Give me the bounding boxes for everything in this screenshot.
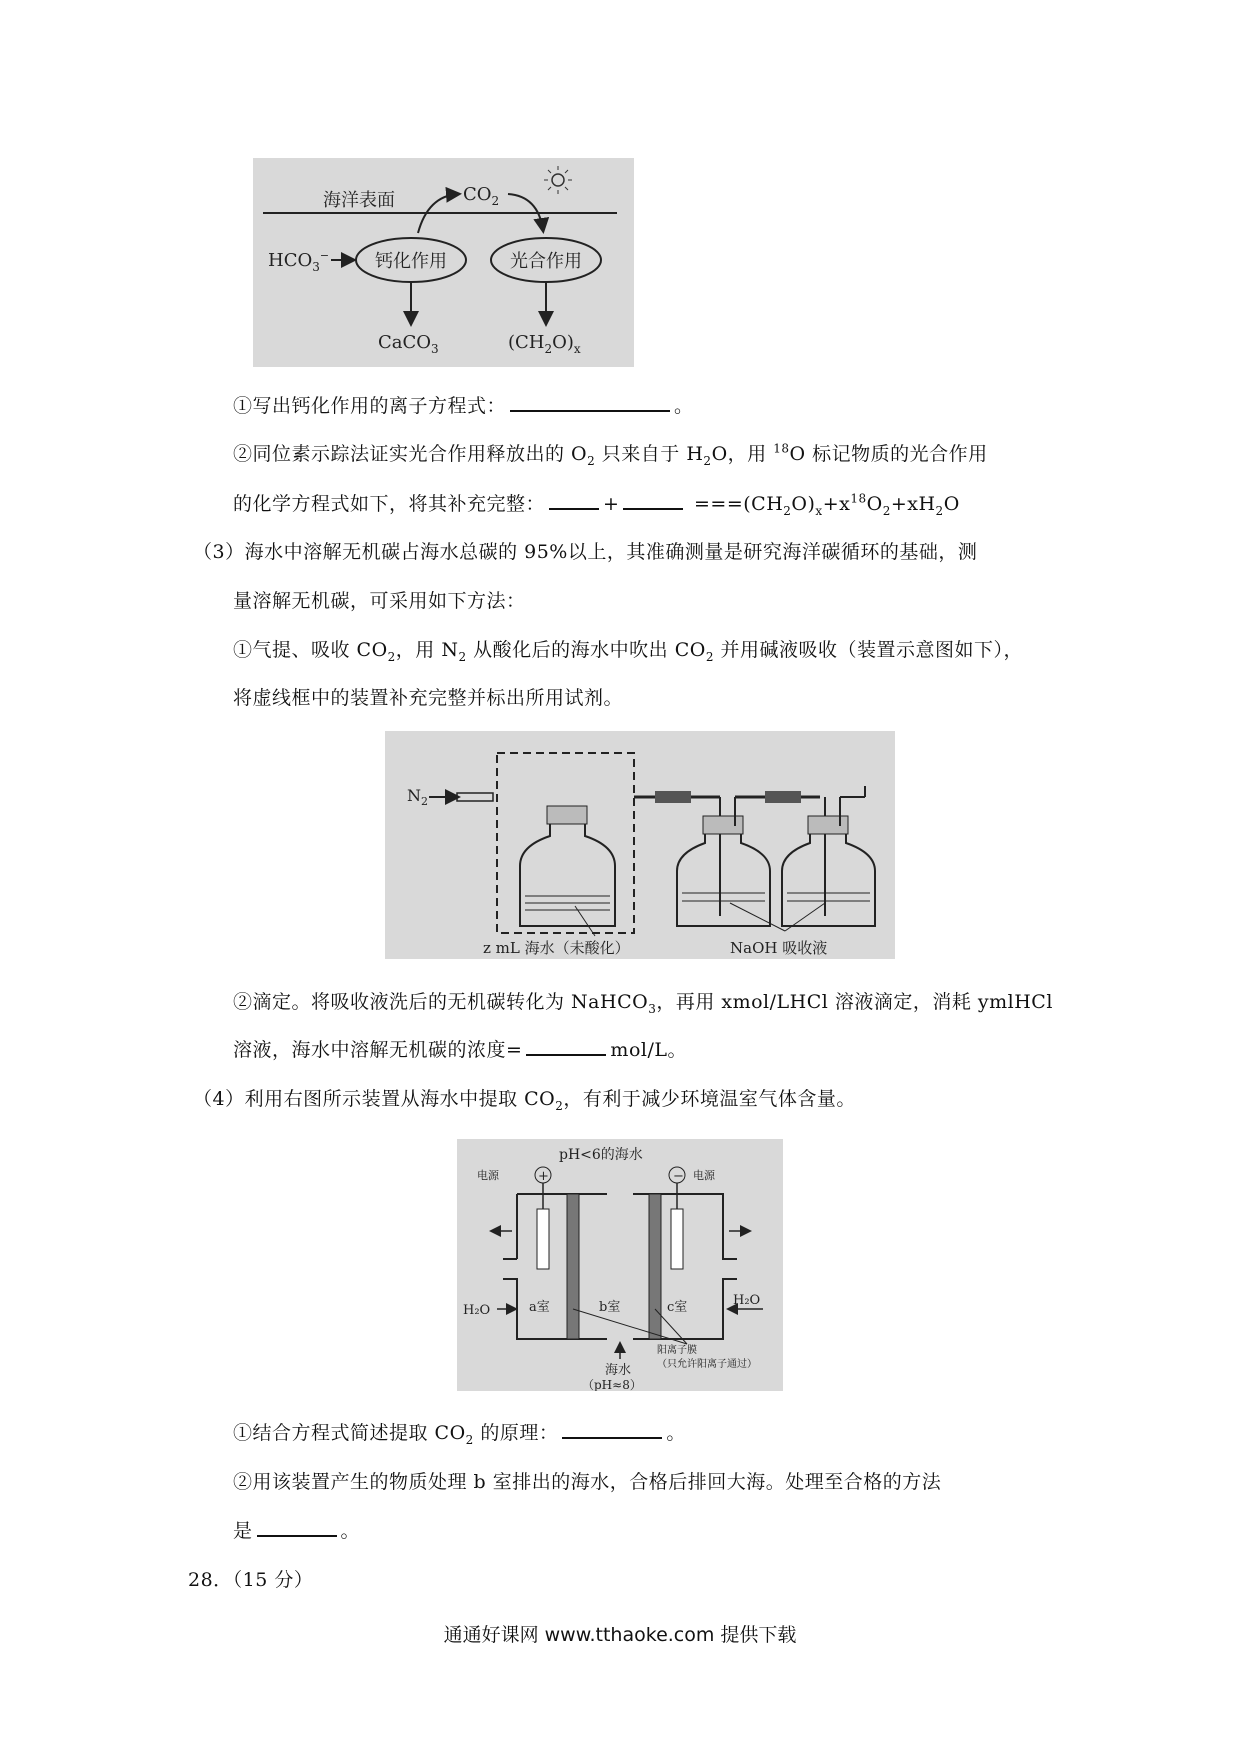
svg-text:H₂O: H₂O	[733, 1293, 761, 1308]
dashed-box	[497, 753, 634, 933]
svg-text:（只允许阳离子通过）: （只允许阳离子通过）	[657, 1359, 757, 1370]
q3-item2-line1: ②滴定。将吸收液洗后的无机碳转化为 NaHCO$_3$，再用 xmol/LHCl 溶液滴定，消耗 ymlHCl	[233, 991, 1053, 1016]
svg-text:CaCO3: CaCO$_3$	[378, 332, 439, 356]
svg-text:+: +	[538, 1169, 549, 1184]
svg-text:N2: $N_2$	[407, 786, 428, 808]
figure-carbon-cycle	[253, 158, 634, 367]
q2-item2-line2: 的化学方程式如下，将其补充完整： + $===(CH_2O)_x+x^{18}O_2+xH_2O$	[233, 491, 960, 518]
question-28-heading: 28．（15 分）	[188, 1569, 314, 1591]
svg-text:海水: 海水	[605, 1363, 632, 1378]
q4-item2-line1: ②用该装置产生的物质处理 b 室排出的海水，合格后排回大海。处理至合格的方法	[233, 1471, 942, 1493]
top-label: pH<6的海水	[559, 1147, 643, 1163]
answer-blank[interactable]	[562, 1419, 662, 1439]
svg-text:阳离子膜: 阳离子膜	[657, 1345, 697, 1356]
answer-blank[interactable]	[526, 1036, 606, 1056]
answer-blank[interactable]	[257, 1517, 337, 1537]
calcification-label: 钙化作用	[375, 251, 447, 272]
svg-text:b室: b室	[599, 1300, 621, 1315]
q3-item2-line2: 溶液，海水中溶解无机碳的浓度= mol/L。	[233, 1036, 687, 1064]
photosynthesis-label: 光合作用	[510, 251, 582, 272]
svg-text:a室: a室	[529, 1300, 550, 1315]
svg-text:c室: c室	[667, 1300, 688, 1315]
answer-blank[interactable]	[510, 392, 670, 412]
seawater-label: z mL 海水（未酸化）	[483, 939, 630, 957]
q3-item1-line1: ①气提、吸收 $CO_2$，用 $N_2$ 从酸化后的海水中吹出 $CO_2$ 并用碱液吸收（装置示意图如下），	[233, 639, 1023, 664]
carbon-cycle-diagram	[253, 158, 634, 367]
svg-text:H₂O: H₂O	[463, 1303, 491, 1318]
q3-item1-line2: 将虚线框中的装置补充完整并标出所用试剂。	[233, 687, 624, 709]
svg-text:(CH2O)x: $(CH_2O)_x$	[508, 332, 581, 356]
svg-text:−: −	[673, 1169, 684, 1184]
q3-intro-line2: 量溶解无机碳，可采用如下方法：	[233, 590, 526, 612]
electrolysis-diagram	[457, 1139, 783, 1391]
apparatus-diagram	[385, 731, 895, 959]
figure-electrolysis-cell	[457, 1139, 783, 1391]
answer-blank-1[interactable]	[549, 490, 599, 510]
sun-icon	[544, 166, 572, 194]
svg-text:（pH≈8）: （pH≈8）	[582, 1378, 642, 1391]
answer-blank-2[interactable]	[623, 490, 683, 510]
q4-intro: （4）利用右图所示装置从海水中提取 $CO_2$，有利于减少环境温室气体含量。	[193, 1088, 856, 1113]
svg-text:电源: 电源	[693, 1169, 715, 1182]
footer-source: 通通好课网 www.tthaoke.com 提供下载	[443, 1624, 797, 1646]
surface-label: 海洋表面	[323, 190, 395, 211]
figure-stripping-apparatus	[385, 731, 895, 959]
svg-text:电源: 电源	[477, 1169, 499, 1182]
svg-text:HCO3−: $HCO_3^-$	[268, 249, 330, 274]
q2-item1: ①写出钙化作用的离子方程式： 。	[233, 392, 694, 420]
naoh-label: NaOH 吸收液	[730, 939, 828, 957]
svg-text:CO2: $CO_2$	[463, 184, 500, 208]
q4-item2-line2: 是 。	[233, 1517, 360, 1545]
q2-item2-line1: ②同位素示踪法证实光合作用释放出的 $O_2$ 只来自于 $H_2O$，用 $^{18}$O 标记物质的光合作用	[233, 441, 988, 468]
q3-intro-line1: （3）海水中溶解无机碳占海水总碳的 95%以上，其准确测量是研究海洋碳循环的基础，测	[193, 541, 978, 563]
q4-item1: ①结合方程式简述提取 $CO_2$ 的原理： 。	[233, 1419, 686, 1447]
